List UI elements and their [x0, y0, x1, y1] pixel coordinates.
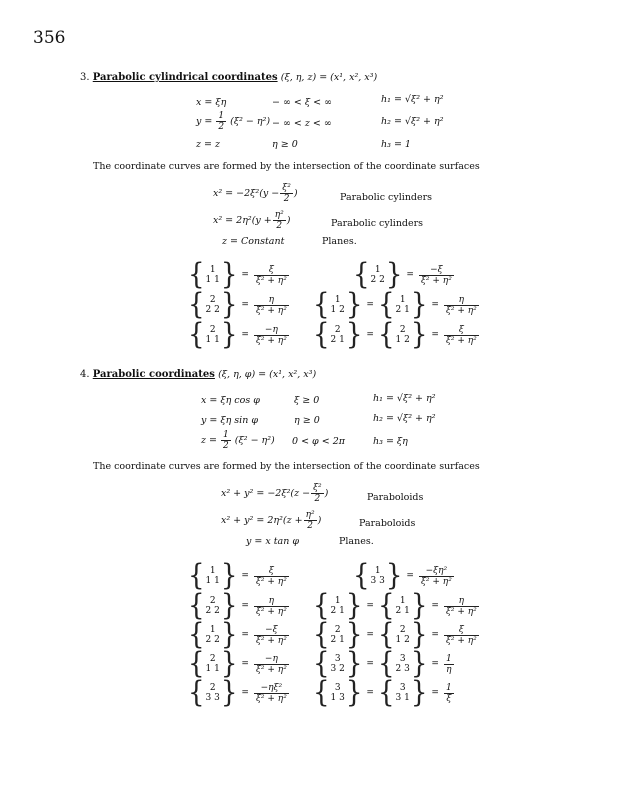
s3-surface-2: x² = 2η²(y + $\frac{\text{η²}}{2}$ ) — [213, 210, 291, 231]
s4-christoffel-right-1: { 1 3 3 } = $\frac{\text{−ξη²}}{\text{ξ² + η²}}$ — [353, 559, 452, 593]
s4-h1: h₁ = √ξ² + η² — [373, 393, 436, 404]
s3-surface-3-label: Planes. — [322, 236, 357, 247]
s4-christoffel-right-4: { 3 3 2 } = { 3 2 3 } = $\frac{1}{\eta}$ — [313, 647, 452, 681]
s3-h2: h₂ = √ξ² + η² — [381, 116, 444, 127]
s4-surface-1-label: Paraboloids — [367, 492, 424, 503]
s3-surface-3: z = Constant — [222, 236, 285, 247]
s3-surface-2-label: Parabolic cylinders — [331, 218, 424, 229]
s3-eq-x: x = ξη — [196, 97, 227, 108]
s4-christoffel-left-1: { 1 1 1 } = $\frac{\xi}{\text{ξ² + η²}}$ — [188, 559, 287, 593]
s4-christoffel-left-4: { 2 1 1 } = $\frac{-\eta}{\text{ξ² + η²}}$ — [188, 647, 287, 681]
s3-intro: The coordinate curves are formed by the intersection of the coordinate surfaces — [93, 161, 480, 172]
section-3-title: Parabolic cylindrical coordinates — [92, 72, 278, 83]
s4-surface-2-label: Paraboloids — [359, 518, 416, 529]
section-3-number: 3. — [80, 72, 90, 83]
s3-eq-z: z = z — [196, 139, 221, 150]
section-4-title: Parabolic coordinates — [92, 369, 215, 380]
s4-range-2: η ≥ 0 — [294, 415, 320, 426]
s3-h1: h₁ = √ξ² + η² — [381, 94, 444, 105]
s3-surface-1: x² = −2ξ²(y − $\frac{\text{ξ²}}{2}$ ) — [213, 183, 298, 204]
s4-intro: The coordinate curves are formed by the intersection of the coordinate surfaces — [93, 461, 480, 472]
s4-eq-x: x = ξη cos φ — [201, 395, 260, 406]
s3-christoffel-left-3: { 2 1 1 } = $\frac{-\eta}{\text{ξ² + η²}}$ — [188, 318, 287, 352]
s4-range-3: 0 < φ < 2π — [292, 436, 345, 447]
s4-christoffel-right-5: { 3 1 3 } = { 3 3 1 } = $\frac{1}{\xi}$ — [313, 676, 452, 710]
s4-christoffel-right-3: { 2 2 1 } = { 2 1 2 } = $\frac{\xi}{\text{ξ² + η²}}$ — [313, 618, 477, 652]
section-3-heading — [80, 72, 377, 83]
s4-christoffel-left-2: { 2 2 2 } = $\frac{\eta}{\text{ξ² + η²}}$ — [188, 589, 287, 623]
s4-surface-3-label: Planes. — [339, 536, 374, 547]
s4-h2: h₂ = √ξ² + η² — [373, 413, 436, 424]
s4-range-1: ξ ≥ 0 — [294, 395, 320, 406]
s4-surface-3: y = x tan φ — [246, 536, 300, 547]
s4-surface-2: x² + y² = 2η²(z + $\frac{\text{η²}}{2}$ ) — [221, 510, 322, 531]
s3-christoffel-left-1: { 1 1 1 } = $\frac{\xi}{\text{ξ² + η²}}$ — [188, 258, 287, 292]
s4-surface-1: x² + y² = −2ξ²(z − $\frac{\text{ξ²}}{2}$ ) — [221, 483, 329, 504]
section-4-number: 4. — [80, 369, 90, 380]
s3-surface-1-label: Parabolic cylinders — [340, 192, 433, 203]
s4-h3: h₃ = ξη — [373, 436, 408, 447]
page-number: 356 — [33, 28, 66, 48]
s3-eq-y: y = $\frac{1}{2}$ (ξ² − η²) — [196, 111, 271, 132]
s3-range-2: − ∞ < z < ∞ — [272, 118, 332, 129]
s3-h3: h₃ = 1 — [381, 139, 411, 150]
section-3-definition: (ξ, η, z) = (x¹, x², x³) — [280, 72, 378, 83]
s4-christoffel-right-2: { 1 2 1 } = { 1 2 1 } = $\frac{\eta}{\text{ξ² + η²}}$ — [313, 589, 477, 623]
s4-christoffel-left-5: { 2 3 3 } = $\frac{\text{−ηξ²}}{\text{ξ² + η²}}$ — [188, 676, 287, 710]
s3-christoffel-right-1: { 1 2 2 } = $\frac{-\xi}{\text{ξ² + η²}}$ — [353, 258, 452, 292]
s3-christoffel-right-3: { 2 2 1 } = { 2 1 2 } = $\frac{\xi}{\text{ξ² + η²}}$ — [313, 318, 477, 352]
s3-range-3: η ≥ 0 — [272, 139, 298, 150]
s3-christoffel-left-2: { 2 2 2 } = $\frac{\eta}{\text{ξ² + η²}}$ — [188, 288, 287, 322]
section-4-definition: (ξ, η, φ) = (x¹, x², x³) — [218, 369, 317, 380]
s3-christoffel-right-2: { 1 1 2 } = { 1 2 1 } = $\frac{\eta}{\text{ξ² + η²}}$ — [313, 288, 477, 322]
section-4-heading — [80, 369, 316, 380]
s4-christoffel-left-3: { 1 2 2 } = $\frac{-\xi}{\text{ξ² + η²}}$ — [188, 618, 287, 652]
s4-eq-z: z = $\frac{1}{2}$ (ξ² − η²) — [201, 430, 275, 451]
s4-eq-y: y = ξη sin φ — [201, 415, 259, 426]
s3-range-1: − ∞ < ξ < ∞ — [272, 97, 333, 108]
